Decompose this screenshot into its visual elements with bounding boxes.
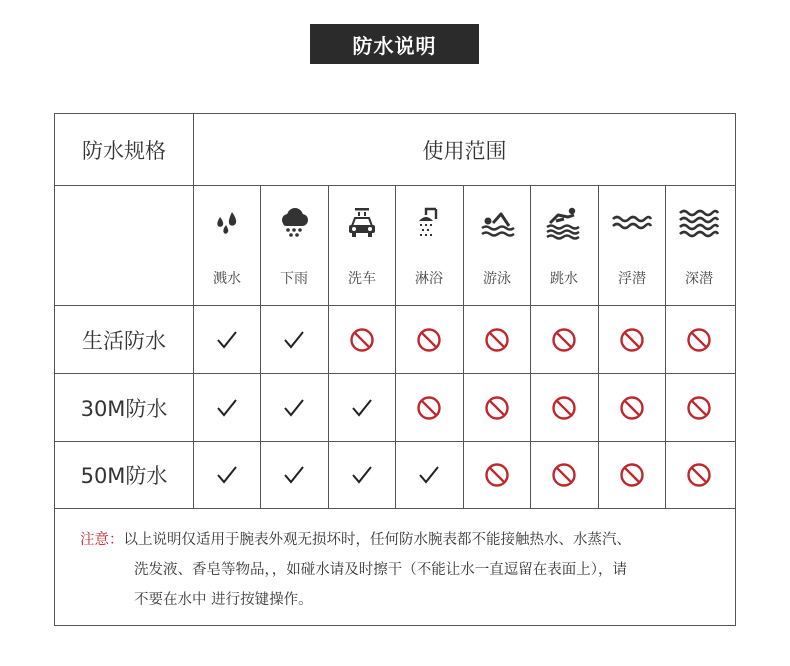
forbidden-icon xyxy=(396,306,462,373)
activity-label-car-wash: 洗车 xyxy=(348,271,376,287)
check-icon xyxy=(261,442,327,508)
forbidden-icon xyxy=(329,306,395,373)
note-line-2: 洗发液、香皂等物品，，如碰水请及时擦干（不能让水一直逗留在表面上），请 xyxy=(134,562,627,578)
activity-label-splash: 溅水 xyxy=(213,271,241,287)
page-title: 防水说明 xyxy=(310,24,479,64)
check-icon xyxy=(261,374,327,441)
check-icon xyxy=(194,374,260,441)
forbidden-icon xyxy=(599,442,665,508)
rain-icon xyxy=(261,203,327,243)
shower-icon xyxy=(396,203,462,243)
activity-label-snorkeling: 浮潜 xyxy=(618,271,646,287)
snorkeling-icon xyxy=(599,203,665,243)
check-icon xyxy=(396,442,462,508)
row-label-daily: 生活防水 xyxy=(82,328,166,353)
forbidden-icon xyxy=(599,306,665,373)
row-label-30m: 30M防水 xyxy=(80,396,168,421)
forbidden-icon xyxy=(666,374,732,441)
usage-header: 使用范围 xyxy=(422,138,507,163)
note xyxy=(80,525,720,615)
deep-diving-icon xyxy=(666,203,732,243)
note-line-1: 以上说明仅适用于腕表外观无损坏时，任何防水腕表都不能接触热水、水蒸汽、 xyxy=(123,532,631,548)
check-icon xyxy=(261,306,327,373)
forbidden-icon xyxy=(666,442,732,508)
activity-label-deep-diving: 深潜 xyxy=(685,271,713,287)
splash-icon xyxy=(194,203,260,243)
car-wash-icon xyxy=(329,203,395,243)
note-label: 注意： xyxy=(80,532,124,548)
forbidden-icon xyxy=(599,374,665,441)
forbidden-icon xyxy=(531,442,597,508)
forbidden-icon xyxy=(464,442,530,508)
swimming-icon xyxy=(464,203,530,243)
forbidden-icon xyxy=(464,374,530,441)
note-line-3: 不要在水中 进行按键操作。 xyxy=(134,592,313,608)
check-icon xyxy=(194,306,260,373)
forbidden-icon xyxy=(666,306,732,373)
row-label-50m: 50M防水 xyxy=(80,464,168,488)
forbidden-icon xyxy=(464,306,530,373)
check-icon xyxy=(194,442,260,508)
spec-header: 防水规格 xyxy=(82,138,166,163)
check-icon xyxy=(329,442,395,508)
activity-label-diving: 跳水 xyxy=(550,271,578,287)
check-icon xyxy=(329,374,395,441)
activity-label-swimming: 游泳 xyxy=(483,271,511,287)
diving-icon xyxy=(531,203,597,243)
forbidden-icon xyxy=(531,374,597,441)
activity-label-shower: 淋浴 xyxy=(415,271,443,287)
forbidden-icon xyxy=(396,374,462,441)
forbidden-icon xyxy=(531,306,597,373)
activity-label-rain: 下雨 xyxy=(280,271,308,287)
